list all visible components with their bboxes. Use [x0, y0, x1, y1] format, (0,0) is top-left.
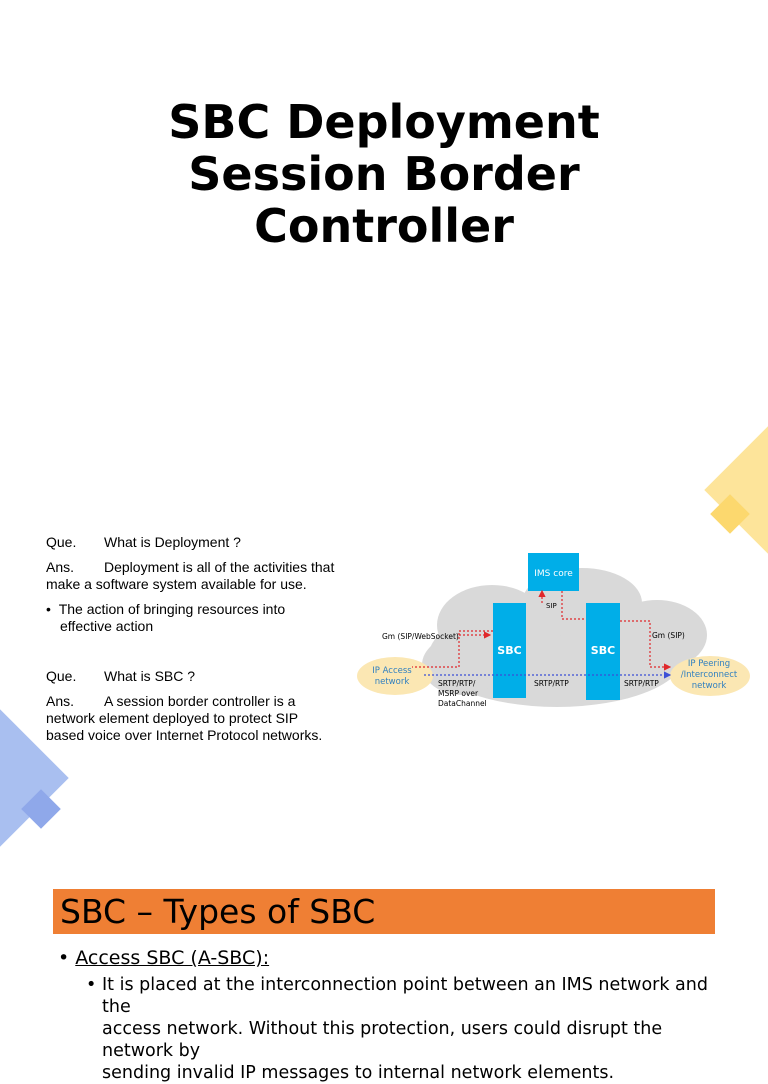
bullet-dot: •: [46, 601, 59, 617]
question-tag: Que.: [46, 534, 77, 550]
bullet-line-1: The action of bringing resources into: [58, 601, 286, 617]
bullet-item: [46, 601, 356, 635]
access-sbc-heading: [58, 946, 269, 970]
question-text: What is SBC ?: [104, 668, 196, 684]
sbc-right-label: SBC: [590, 644, 616, 657]
title-line-1: SBC Deployment: [168, 95, 600, 149]
answer-text: A session border controller is a: [104, 693, 296, 709]
answer-sbc: [46, 693, 356, 744]
sbc-left-label: SBC: [497, 644, 522, 657]
bullet-dot: •: [58, 947, 76, 969]
question-deployment: [46, 534, 356, 551]
access-sbc-heading-text: Access SBC (A-SBC):: [75, 947, 270, 969]
access-desc-line-3: sending invalid IP messages to internal network elements.: [102, 1063, 615, 1083]
qa-block: [46, 534, 356, 744]
ip-peering-label-2: /Interconnect: [680, 670, 738, 680]
answer-text-cont-1: network element deployed to protect SIP: [46, 710, 299, 726]
answer-deployment: [46, 559, 356, 593]
decor-yellow-diamond-large: [704, 419, 768, 560]
sbc-network-diagram: [352, 545, 757, 720]
access-desc-line-1: It is placed at the interconnection point between an IMS network and the: [102, 975, 708, 1017]
gm-left-label: Gm (SIP/WebSocket): [382, 632, 459, 641]
question-sbc: [46, 668, 356, 685]
ip-peering-label-3: network: [691, 681, 727, 691]
sip-label: SIP: [546, 602, 557, 610]
page-title: [0, 96, 768, 252]
gm-right-label: Gm (SIP): [652, 631, 685, 640]
srtp-mid-label: SRTP/RTP: [534, 679, 569, 688]
answer-tag: Ans.: [46, 559, 75, 575]
srtp-right-label: SRTP/RTP: [624, 679, 659, 688]
srtp-left-label-1: SRTP/RTP/: [438, 679, 476, 688]
sub-bullet-dot: •: [86, 975, 97, 995]
access-desc-line-2: access network. Without this protection, users could disrupt the network by: [102, 1019, 663, 1061]
ip-access-label-2: network: [374, 677, 410, 687]
access-sbc-description: [86, 974, 726, 1084]
srtp-left-label-2: MSRP over: [438, 689, 479, 698]
question-text: What is Deployment ?: [104, 534, 241, 550]
bullet-line-2: effective action: [60, 618, 154, 634]
answer-tag: Ans.: [46, 693, 75, 709]
answer-text-cont: make a software system available for use.: [46, 576, 307, 592]
ip-access-network-shape: [357, 657, 433, 695]
types-title: SBC – Types of SBC: [60, 892, 376, 931]
ip-access-label-1: IP Access: [372, 666, 412, 676]
answer-text-cont-2: based voice over Internet Protocol networks.: [46, 727, 323, 743]
question-tag: Que.: [46, 668, 77, 684]
answer-text: Deployment is all of the activities that: [104, 559, 335, 575]
title-line-3: Controller: [254, 199, 514, 253]
srtp-left-label-3: DataChannel: [438, 699, 487, 708]
ip-peering-label-1: IP Peering: [687, 659, 731, 669]
ims-core-label: IMS core: [534, 569, 573, 579]
title-line-2: Session Border: [188, 147, 580, 201]
